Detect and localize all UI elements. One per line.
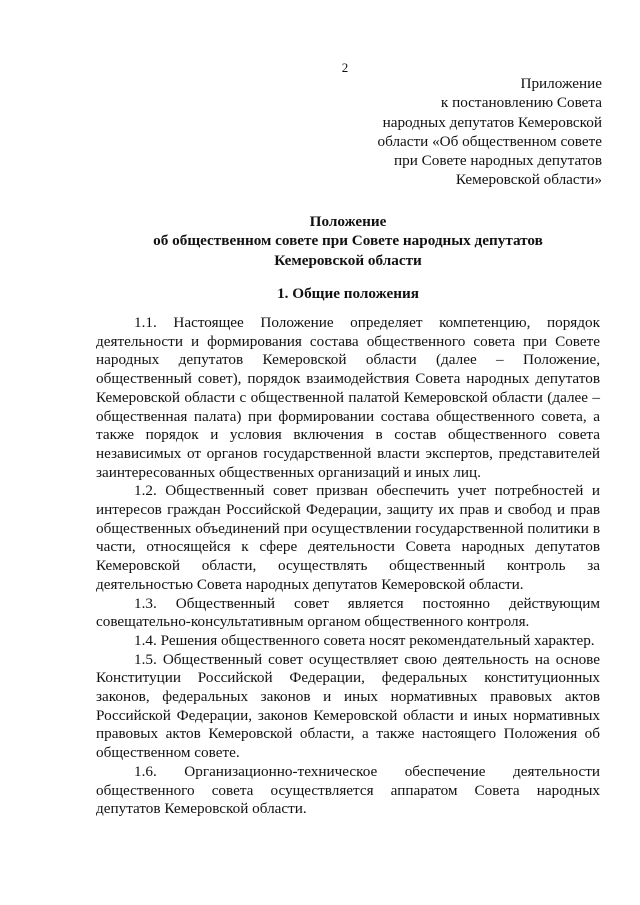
appendix-line: Кемеровской области» (455, 171, 602, 189)
appendix-line: к постановлению Совета (440, 94, 602, 112)
paragraph-1-4: 1.4. Решения общественного совета носят рекомендательный характер. (134, 631, 595, 649)
appendix-line: при Совете народных депутатов (394, 152, 602, 170)
page-number: 2 (341, 60, 349, 75)
paragraph-1-1: 1.1. Настоящее Положение определяет компетенцию, порядок деятельности и формирования состава общественного совета при Совете народных депутатов Кемеровской области (далее – Положение, общественный совет), порядок взаимодействия Совета народных депутатов Кемеровской области с общественной палатой Кемеровской области (далее – общественная палата) при формировании состава общественного совета, а также порядок и условия включения в состав общественного совета независимых от органов государственной власти экспертов, представителей заинтересованных общественных организаций и иных лиц. (96, 314, 600, 481)
paragraph-1-5: 1.5. Общественный совет осуществляет свою деятельность на основе Конституции Российской Федерации, федеральных конституционных законов, федеральных законов и иных нормативных правовых актов Российской Федерации, законов Кемеровской области и иных нормативных правовых актов Кемеровской области, а также настоящего Положения об общественном совете. (96, 650, 600, 762)
appendix-block (302, 74, 602, 190)
appendix-line: Приложение (520, 75, 602, 92)
document-title: Положение (309, 213, 387, 230)
paragraph-1-2: 1.2. Общественный совет призван обеспечить учет потребностей и интересов граждан Российской Федерации, защиту их прав и свобод и прав общественных объединений при осуществлении государственной политики в части, относящейся к сфере деятельности Совета народных депутатов Кемеровской области, осуществлять общественный контроль за деятельностью Совета народных депутатов Кемеровской области. (96, 482, 600, 593)
body-text (96, 314, 600, 819)
appendix-line: области «Об общественном совете (377, 132, 602, 150)
document-heading (96, 212, 600, 270)
section-title: 1. Общие положения (277, 285, 419, 302)
paragraph-1-3: 1.3. Общественный совет является постоянно действующим совещательно-консультативным органом общественного контроля. (96, 594, 600, 631)
document-subtitle-line: об общественном совете при Совете народных депутатов (153, 232, 543, 250)
document-subtitle-line: Кемеровской области (274, 251, 422, 269)
appendix-line: народных депутатов Кемеровской (382, 113, 602, 131)
paragraph-1-6: 1.6. Организационно-техническое обеспечение деятельности общественного совета осуществляется аппаратом Совета народных депутатов Кемеровской области. (96, 762, 600, 818)
